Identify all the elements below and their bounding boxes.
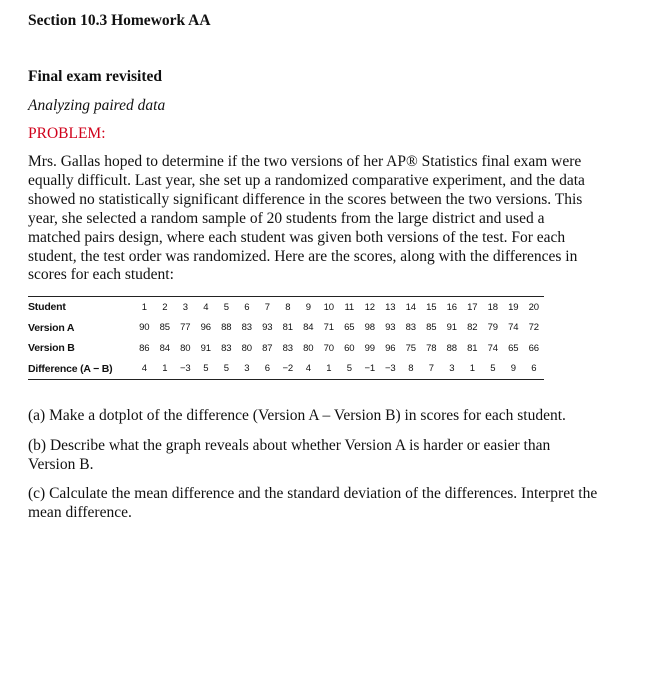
table-cell: 3 xyxy=(442,359,463,380)
table-cell: 60 xyxy=(344,342,355,354)
table-cell: 15 xyxy=(421,297,442,318)
table-cell: 93 xyxy=(385,322,396,334)
table-cell: 80 xyxy=(241,342,252,354)
table-cell: 3 xyxy=(237,359,258,380)
table-cell: 77 xyxy=(180,322,191,334)
table-cell: 8 xyxy=(278,297,299,318)
table-cell: 99 xyxy=(364,342,375,354)
table-cell: 6 xyxy=(257,359,278,380)
table-cell: 17 xyxy=(462,297,483,318)
section-title: Section 10.3 Homework AA xyxy=(28,12,211,29)
table-cell: 82 xyxy=(467,322,478,334)
table-cell: 84 xyxy=(159,342,170,354)
table-cell: 7 xyxy=(257,297,278,318)
table-cell: 5 xyxy=(483,359,504,380)
table-cell: 78 xyxy=(426,342,437,354)
table-cell: 1 xyxy=(462,359,483,380)
table-cell: 4 xyxy=(298,359,319,380)
table-row-label: Version B xyxy=(28,342,75,355)
table-cell: 6 xyxy=(237,297,258,318)
table-cell: 81 xyxy=(282,322,293,334)
table-cell: 81 xyxy=(467,342,478,354)
table-cell: 87 xyxy=(262,342,273,354)
table-cell: 1 xyxy=(155,359,176,380)
table-row xyxy=(28,338,544,359)
table-cell: 5 xyxy=(196,359,217,380)
table-cell: 4 xyxy=(134,359,155,380)
table-cell: 9 xyxy=(298,297,319,318)
table-cell: 71 xyxy=(323,322,334,334)
problem-title: Final exam revisited xyxy=(28,68,163,85)
table-cell: 10 xyxy=(319,297,340,318)
table-row xyxy=(28,297,544,318)
table-row xyxy=(28,318,544,339)
data-table xyxy=(28,296,548,380)
table-row-label: Version A xyxy=(28,321,75,334)
table-cell: 20 xyxy=(524,297,545,318)
table-cell: 7 xyxy=(421,359,442,380)
table-cell: 65 xyxy=(508,342,519,354)
table-cell: 66 xyxy=(528,342,539,354)
table-row-label: Student xyxy=(28,297,134,318)
problem-text: Mrs. Gallas hoped to determine if the two versions of her AP® Statistics final exam were equally difficult. Last year, she set up a randomized comparative experiment, and the data showed no statistically significant difference in the scores between the two versions. This year, she selected a random sample of 20 students from the large district and used a matched pairs design, where each student was given both versions of the test. For each student, the test order was randomized. Here are the scores, along with the differences in scores for each student: xyxy=(28,153,585,284)
table-cell: 14 xyxy=(401,297,422,318)
question-a: (a) Make a dotplot of the difference (Version A – Version B) in scores for each student. xyxy=(28,407,566,424)
table-cell: 19 xyxy=(503,297,524,318)
table-cell: −1 xyxy=(360,359,381,380)
table-cell: 6 xyxy=(524,359,545,380)
table-cell: 84 xyxy=(303,322,314,334)
table-cell: 5 xyxy=(216,359,237,380)
table-cell: 88 xyxy=(446,342,457,354)
table-cell: 16 xyxy=(442,297,463,318)
table-cell: 18 xyxy=(483,297,504,318)
scores-table xyxy=(28,296,544,380)
table-cell: 72 xyxy=(528,322,539,334)
table-cell: 70 xyxy=(323,342,334,354)
table-row xyxy=(28,359,544,380)
problem-subtitle: Analyzing paired data xyxy=(28,97,166,114)
table-cell: 5 xyxy=(339,359,360,380)
table-cell: 85 xyxy=(426,322,437,334)
table-cell: 13 xyxy=(380,297,401,318)
table-row-label: Difference (A − B) xyxy=(28,359,134,380)
table-cell: 4 xyxy=(196,297,217,318)
table-cell: 90 xyxy=(139,322,150,334)
table-cell: 83 xyxy=(282,342,293,354)
question-c: (c) Calculate the mean difference and the standard deviation of the differences. Interpret the mean difference. xyxy=(28,485,598,521)
question-b: (b) Describe what the graph reveals about whether Version A is harder or easier than Version B. xyxy=(28,437,551,473)
table-cell: 83 xyxy=(241,322,252,334)
table-cell: 96 xyxy=(200,322,211,334)
table-cell: 5 xyxy=(216,297,237,318)
table-cell: 1 xyxy=(319,359,340,380)
table-cell: 75 xyxy=(405,342,416,354)
table-cell: 83 xyxy=(405,322,416,334)
table-cell: 9 xyxy=(503,359,524,380)
table-cell: 80 xyxy=(180,342,191,354)
table-cell: 12 xyxy=(360,297,381,318)
table-cell: −3 xyxy=(380,359,401,380)
table-cell: 85 xyxy=(159,322,170,334)
table-cell: −3 xyxy=(175,359,196,380)
table-cell: 2 xyxy=(155,297,176,318)
table-cell: 3 xyxy=(175,297,196,318)
table-cell: 86 xyxy=(139,342,150,354)
table-cell: 74 xyxy=(508,322,519,334)
table-cell: −2 xyxy=(278,359,299,380)
table-cell: 83 xyxy=(221,342,232,354)
table-cell: 91 xyxy=(446,322,457,334)
table-cell: 74 xyxy=(487,342,498,354)
table-cell: 1 xyxy=(134,297,155,318)
table-cell: 80 xyxy=(303,342,314,354)
table-cell: 96 xyxy=(385,342,396,354)
problem-label: PROBLEM: xyxy=(28,125,106,142)
table-cell: 88 xyxy=(221,322,232,334)
table-cell: 65 xyxy=(344,322,355,334)
table-cell: 8 xyxy=(401,359,422,380)
table-cell: 93 xyxy=(262,322,273,334)
table-cell: 79 xyxy=(487,322,498,334)
table-cell: 91 xyxy=(200,342,211,354)
table-cell: 98 xyxy=(364,322,375,334)
table-cell: 11 xyxy=(339,297,360,318)
